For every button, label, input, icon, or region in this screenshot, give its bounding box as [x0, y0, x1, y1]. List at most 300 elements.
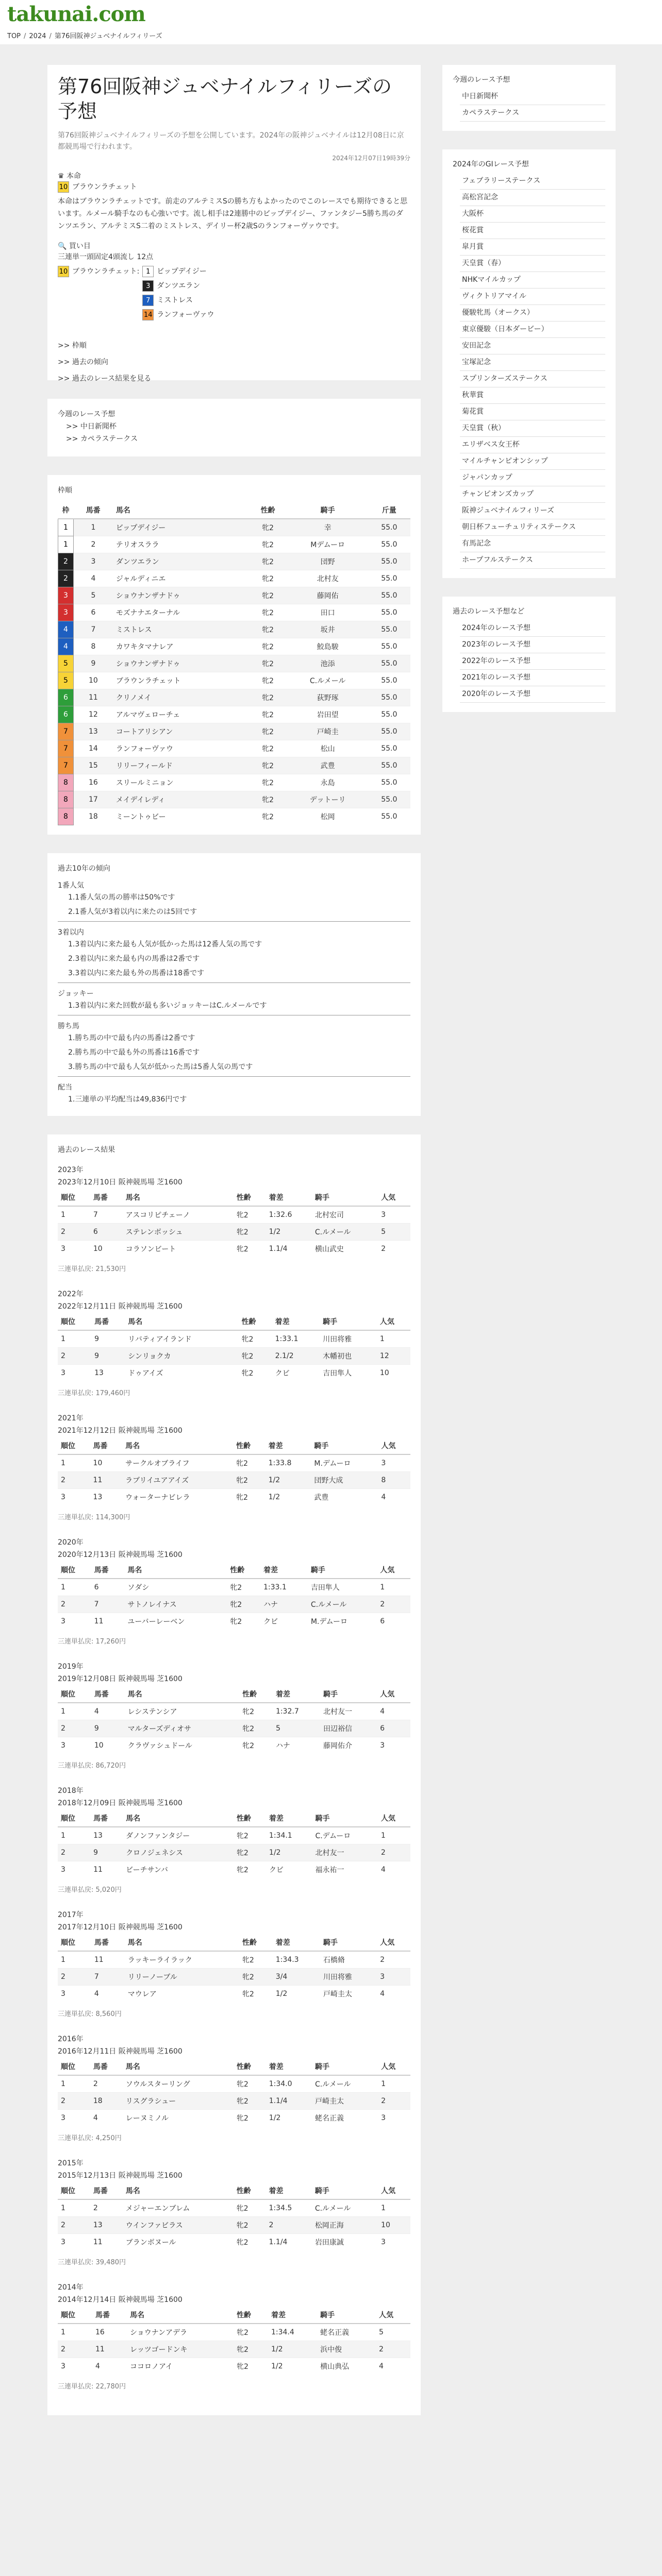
past-cell: 1 [377, 1330, 410, 1348]
past-cell: 2 [378, 1240, 410, 1257]
frame-cell: 1 [58, 536, 74, 553]
buy-main-num: 10 [58, 266, 69, 277]
sidebar-link[interactable]: スプリンターズステークス [460, 371, 605, 387]
sidebar-link[interactable]: チャンピオンズカップ [460, 486, 605, 503]
trend-item: 2.勝ち馬の中で最も外の馬番は16番です [68, 1048, 200, 1057]
today-link[interactable]: >> カペラステークス [66, 435, 138, 443]
past-cell: 11 [90, 1471, 123, 1488]
past-cell: 3 [58, 2233, 90, 2250]
sidebar-link[interactable]: 2021年のレース予想 [460, 670, 605, 686]
entry-cell: 55.0 [368, 757, 410, 774]
side-past-title: 過去のレース予想など [453, 607, 525, 616]
entry-cell: 幸 [288, 519, 368, 536]
trend-item: 1.勝ち馬の中で最も内の馬番は2番です [68, 1033, 195, 1042]
past-header: 馬名 [125, 1934, 239, 1951]
entry-cell: メイデイレディ [113, 791, 249, 808]
past-cell: 2 [58, 1720, 91, 1737]
breadcrumb-top[interactable]: TOP [7, 32, 21, 40]
table-row [58, 1347, 410, 1364]
honmei-text: 本命はブラウンラチェットです。前走のアルテミスSの勝ち方もよかったのでこのレースでも期待できると思います。ルメール騎手なのも心強いです。流し相手は2連勝中のビップデイジー、ファンタジー5勝ち馬のダンツエラン、アルテミスS二着のミストレス、デイリー杯2歳Sのランフォーヴァウです。 [58, 197, 408, 230]
today-link[interactable]: >> 中日新聞杯 [66, 422, 117, 431]
past-header: 騎手 [317, 2307, 376, 2324]
today-card [47, 399, 421, 456]
entry-cell: 戸崎圭 [288, 723, 368, 740]
table-row [58, 1951, 410, 1969]
past-table [58, 2307, 410, 2375]
past-header: 順位 [58, 2058, 90, 2075]
past-cell: シンリョクカ [125, 1347, 238, 1364]
site-logo[interactable]: takunai.com [7, 2, 145, 26]
past-cell: 1:32.6 [266, 1206, 312, 1224]
page-title: 第76回阪神ジュベナイルフィリーズの予想 [58, 75, 392, 123]
sidebar-link[interactable]: 中日新聞杯 [460, 89, 605, 105]
past-header: 性齢 [234, 1810, 266, 1827]
past-cell: 4 [91, 1985, 125, 2002]
past-cell: 11 [92, 2341, 127, 2358]
sidebar-link[interactable]: 2022年のレース予想 [460, 653, 605, 670]
entry-cell: 16 [74, 774, 113, 791]
past-header: 性齢 [234, 2182, 266, 2199]
past-header: 馬番 [90, 1810, 123, 1827]
past-header: 人気 [377, 1562, 410, 1579]
past-cell: 6 [377, 1613, 410, 1630]
past-cell: ブランボヌール [123, 2233, 234, 2250]
entry-cell: 55.0 [368, 519, 410, 536]
past-header: 馬名 [127, 2307, 234, 2324]
buy-partner-name: ダンツエラン [157, 282, 201, 290]
past-table [58, 1437, 410, 1505]
past-cell: 牝2 [233, 1488, 266, 1505]
table-row [58, 1827, 410, 1844]
past-cell: 9 [91, 1720, 125, 1737]
entry-cell: 牝2 [248, 808, 287, 825]
past-cell: 1 [58, 1330, 91, 1348]
past-cell: 1 [377, 1579, 410, 1596]
past-cell: 16 [92, 2324, 127, 2341]
past-cell: 浜中俊 [317, 2341, 376, 2358]
past-header: 人気 [377, 1313, 410, 1330]
past-cell: リバティアイランド [125, 1330, 238, 1348]
past-cell: 2 [58, 1223, 90, 1240]
sidebar-link[interactable]: ジャパンカップ [460, 470, 605, 486]
past-cell: 藤岡佑介 [320, 1737, 377, 1754]
entry-cell: 北村友 [288, 570, 368, 587]
past-table [58, 1562, 410, 1630]
past-cell: 1:34.4 [268, 2324, 317, 2341]
table-row [58, 1861, 410, 1878]
past-cell: ソダシ [124, 1579, 227, 1596]
past-header: 着差 [273, 1934, 320, 1951]
trend-title: 過去10年の傾向 [58, 864, 110, 873]
entry-cell: 牝2 [248, 706, 287, 723]
past-cell: コラソンビート [123, 1240, 234, 1257]
past-cell: 1 [58, 1454, 90, 1472]
past-cell: 川田将雅 [320, 1968, 377, 1985]
past-header: 人気 [378, 1810, 410, 1827]
sidebar-link[interactable]: ホープフルステークス [460, 552, 605, 569]
past-year-block [58, 1413, 410, 1521]
entry-cell: 55.0 [368, 740, 410, 757]
entry-cell: 55.0 [368, 689, 410, 706]
past-cell: C.ルメール [312, 1223, 378, 1240]
frame-cell: 6 [58, 689, 74, 706]
past-cell: 7 [91, 1596, 125, 1613]
entry-cell: 55.0 [368, 536, 410, 553]
past-cell: 13 [91, 1364, 125, 1381]
past-date: 2023年12月10日 阪神競馬場 芝1600 [58, 1178, 183, 1187]
past-cell: 3 [58, 1985, 91, 2002]
past-header: 人気 [377, 1686, 410, 1703]
past-cell: 牝2 [234, 2075, 266, 2093]
past-cell: 1 [58, 2075, 90, 2093]
past-year-block [58, 2282, 410, 2391]
trend-list [58, 890, 410, 919]
article-link[interactable]: >> 過去のレース結果を見る [58, 375, 152, 383]
sidebar-link[interactable]: 2020年のレース予想 [460, 686, 605, 703]
sidebar-link[interactable]: 2023年のレース予想 [460, 637, 605, 653]
entry-cell: カワキタマナレア [113, 638, 249, 655]
article-lead: 第76回阪神ジュベナイルフィリーズの予想を公開しています。2024年の阪神ジュベナイルは12月08日に京都競馬場で行われます。 [58, 131, 404, 151]
past-cell: 2 [377, 1596, 410, 1613]
table-row [58, 1330, 410, 1348]
sidebar-link[interactable]: 天皇賞（春） [460, 256, 605, 272]
sidebar-link[interactable]: 有馬記念 [460, 536, 605, 552]
past-cell: 牝2 [227, 1613, 260, 1630]
past-header: 着差 [266, 2182, 312, 2199]
buy-partners [142, 265, 214, 323]
entry-cell: ミストレス [113, 621, 249, 638]
past-cell: レッツゴードンキ [127, 2341, 234, 2358]
honmei-name: ブラウンラチェット [72, 183, 137, 191]
table-row [58, 689, 411, 706]
past-cell: 福永祐一 [312, 1861, 377, 1878]
entry-cell: スリールミニョン [113, 774, 249, 791]
sidebar-link[interactable]: 大阪杯 [460, 206, 605, 223]
entry-cell: 2 [74, 536, 113, 553]
sidebar-link[interactable]: 朝日杯フューチュリティステークス [460, 519, 605, 536]
entry-cell: 55.0 [368, 774, 410, 791]
buy-heading [58, 241, 410, 251]
past-year: 2016年 [58, 2035, 84, 2043]
entry-cell: 荻野琢 [288, 689, 368, 706]
past-cell: 1 [378, 2075, 410, 2093]
entry-cell: コートアリシアン [113, 723, 249, 740]
past-year: 2021年 [58, 1414, 84, 1422]
past-cell: 1/2 [268, 2358, 317, 2375]
sidebar-link[interactable]: ヴィクトリアマイル [460, 289, 605, 305]
trend-item: 1.3着以内に来た最も人気が低かった馬は12番人気の馬です [68, 940, 262, 948]
buy-partner-num: 3 [142, 280, 154, 292]
breadcrumb-current: 第76回阪神ジュベナイルフィリーズ [54, 32, 162, 40]
past-cell: 戸崎圭太 [312, 2092, 378, 2109]
table-row [58, 1206, 410, 1224]
past-year: 2015年 [58, 2159, 84, 2167]
entry-cell: 55.0 [368, 706, 410, 723]
past-cell: ステレンボッシュ [123, 1223, 234, 1240]
table-row [58, 2199, 410, 2217]
past-cell: 2 [266, 2216, 312, 2233]
past-date: 2022年12月11日 阪神競馬場 芝1600 [58, 1302, 183, 1311]
sidebar-link[interactable]: マイルチャンピオンシップ [460, 453, 605, 470]
table-row [58, 808, 411, 825]
sidebar-link[interactable]: NHKマイルカップ [460, 272, 605, 289]
past-payout: 三連単払戻: 179,460円 [58, 1389, 130, 1397]
past-cell: 牝2 [234, 2358, 268, 2375]
past-cell: 牝2 [234, 1206, 266, 1224]
past-cell: 11 [91, 1613, 125, 1630]
past-cell: 11 [91, 1951, 125, 1969]
past-year: 2019年 [58, 1662, 84, 1671]
past-cell: リリーノーブル [125, 1968, 239, 1985]
entry-cell: 岩田望 [288, 706, 368, 723]
past-cell: 松岡正海 [312, 2216, 378, 2233]
main-column [47, 65, 421, 2434]
past-cell: 3 [58, 2358, 92, 2375]
past-cell: 北村宏司 [312, 1206, 378, 1224]
past-table [58, 2182, 410, 2250]
table-row [58, 774, 411, 791]
entry-cell: ダンツエラン [113, 553, 249, 570]
past-date: 2016年12月11日 阪神競馬場 芝1600 [58, 2047, 183, 2056]
past-table [58, 1934, 410, 2002]
table-row [58, 2216, 410, 2233]
past-year-block [58, 1164, 410, 1273]
entry-cell: 55.0 [368, 587, 410, 604]
past-cell: 10 [90, 1454, 123, 1472]
past-cell: 牝2 [238, 1364, 272, 1381]
frame-cell: 4 [58, 621, 74, 638]
table-row [58, 536, 411, 553]
breadcrumb-year[interactable]: 2024 [29, 32, 46, 40]
entry-cell: 牝2 [248, 791, 287, 808]
sidebar-link[interactable]: 東京優駿（日本ダービー） [460, 321, 605, 338]
past-cell: 牝2 [234, 2109, 266, 2126]
trend-list [58, 998, 410, 1013]
table-row [58, 604, 411, 621]
sidebar-link[interactable]: カペラステークス [460, 105, 605, 122]
past-cell: 2 [58, 1968, 91, 1985]
past-cell: ハナ [260, 1596, 308, 1613]
frame-cell: 8 [58, 808, 74, 825]
past-cell: アスコリピチェーノ [123, 1206, 234, 1224]
table-row [58, 1968, 410, 1985]
past-header: 人気 [378, 1437, 410, 1454]
past-cell: M.デムーロ [308, 1613, 377, 1630]
past-cell: 4 [92, 2358, 127, 2375]
past-cell: 3 [377, 1737, 410, 1754]
past-cell: 田辺裕信 [320, 1720, 377, 1737]
past-header: 人気 [378, 1189, 410, 1206]
past-cell: 岩田康誠 [312, 2233, 378, 2250]
trend-item: 1.3着以内に来た回数が最も多いジョッキーはC.ルメールです [68, 1001, 267, 1010]
entry-cell: 牝2 [248, 519, 287, 536]
past-cell: レシステンシア [125, 1703, 240, 1720]
past-cell: ココロノアイ [127, 2358, 234, 2375]
past-header: 騎手 [308, 1562, 377, 1579]
past-header: 人気 [378, 2058, 410, 2075]
past-payout: 三連単払戻: 5,020円 [58, 1886, 122, 1894]
side-g1-title: 2024年のGIレース予想 [453, 160, 529, 168]
past-results-card [47, 1134, 421, 2415]
trend-item: 2.3着以内に来た最も内の馬番は2番です [68, 954, 200, 963]
entry-cell: ランフォーヴァウ [113, 740, 249, 757]
buy-partner-num: 14 [142, 309, 154, 320]
sidebar-link[interactable]: エリザベス女王杯 [460, 437, 605, 453]
entry-cell: C.ルメール [288, 672, 368, 689]
past-cell: 1 [58, 2324, 92, 2341]
past-cell: マウレア [125, 1985, 239, 2002]
entry-cell: 牝2 [248, 672, 287, 689]
table-row [58, 1454, 410, 1472]
frame-cell: 5 [58, 655, 74, 672]
entry-cell: テリオスララ [113, 536, 249, 553]
frame-cell: 1 [58, 519, 74, 536]
entry-cell: ミーントゥビー [113, 808, 249, 825]
past-year-block [58, 2158, 410, 2266]
entry-cell: 17 [74, 791, 113, 808]
past-cell: 2 [376, 2341, 410, 2358]
past-cell: 団野大成 [311, 1471, 378, 1488]
entry-cell: 鮫島駿 [288, 638, 368, 655]
past-cell: 3 [58, 2109, 90, 2126]
past-cell: 牝2 [227, 1579, 260, 1596]
past-header: 騎手 [312, 2058, 378, 2075]
buy-type: 三連単一頭固定4頭流し 12点 [58, 253, 154, 261]
trend-heading: 3着以内 [58, 928, 84, 937]
past-cell: 9 [90, 1844, 123, 1861]
past-cell: C.デムーロ [312, 1827, 377, 1844]
past-cell: 10 [91, 1737, 125, 1754]
entry-cell: 10 [74, 672, 113, 689]
past-header: 騎手 [311, 1437, 378, 1454]
sidebar-link[interactable]: 高松宮記念 [460, 190, 605, 206]
sidebar-link[interactable]: 天皇賞（秋） [460, 420, 605, 437]
past-cell: 武豊 [311, 1488, 378, 1505]
sidebar-link[interactable]: 宝塚記念 [460, 354, 605, 371]
buy-partner-name: ミストレス [157, 296, 193, 304]
article-link[interactable]: >> 過去の傾向 [58, 358, 108, 366]
table-row [58, 706, 411, 723]
past-year: 2017年 [58, 1910, 84, 1919]
frame-cell: 6 [58, 706, 74, 723]
past-cell: 1 [378, 2199, 410, 2217]
past-header: 順位 [58, 2307, 92, 2324]
frame-cell: 7 [58, 740, 74, 757]
past-cell: 2 [90, 2075, 123, 2093]
past-cell: 1/2 [266, 1471, 311, 1488]
entries-table [58, 502, 410, 825]
past-header: 騎手 [312, 1810, 377, 1827]
honmei-pick [58, 181, 410, 193]
entries-header: 枠 [58, 502, 74, 519]
past-header: 馬番 [92, 2307, 127, 2324]
past-header: 馬名 [123, 1189, 234, 1206]
entry-cell: 55.0 [368, 621, 410, 638]
entry-cell: 牝2 [248, 621, 287, 638]
past-header: 順位 [58, 1562, 91, 1579]
trend-heading: 配当 [58, 1083, 72, 1092]
entry-cell: 6 [74, 604, 113, 621]
table-row [58, 1596, 410, 1613]
sidebar-link[interactable]: 2024年のレース予想 [460, 620, 605, 637]
past-cell: 4 [377, 1703, 410, 1720]
past-cell: 1.1/4 [266, 1240, 312, 1257]
past-cell: 13 [90, 1488, 123, 1505]
site-header [0, 0, 662, 29]
past-cell: 牝2 [238, 1330, 272, 1348]
sidebar-link[interactable]: 桜花賞 [460, 223, 605, 239]
past-header: 性齢 [238, 1313, 272, 1330]
article-link[interactable]: >> 枠順 [58, 342, 87, 350]
past-cell: 牝2 [234, 2341, 268, 2358]
sidebar-link[interactable]: フェブラリーステークス [460, 173, 605, 190]
past-cell: 1:34.0 [266, 2075, 312, 2093]
table-row [58, 638, 411, 655]
past-year: 2014年 [58, 2283, 84, 2292]
past-cell: 吉田隼人 [320, 1364, 377, 1381]
entry-cell: 4 [74, 570, 113, 587]
past-cell: 牝2 [239, 1951, 273, 1969]
past-cell: 1:33.8 [266, 1454, 311, 1472]
past-cell: 9 [91, 1347, 125, 1364]
sidebar-link[interactable]: 優駿牝馬（オークス） [460, 305, 605, 321]
past-cell: 牝2 [234, 1827, 266, 1844]
past-cell: 牝2 [234, 1240, 266, 1257]
trend-heading: ジョッキー [58, 989, 94, 998]
table-row [58, 1471, 410, 1488]
past-cell: 3 [378, 2109, 410, 2126]
past-cell: 1 [58, 2199, 90, 2217]
past-payout: 三連単払戻: 114,300円 [58, 1513, 130, 1521]
trend-list [58, 937, 410, 980]
table-row [58, 621, 411, 638]
past-cell: 2 [378, 2092, 410, 2109]
entry-cell: 55.0 [368, 553, 410, 570]
trend-item: 1.三連単の平均配当は49,836円です [68, 1095, 187, 1104]
past-cell: 1/2 [266, 2109, 312, 2126]
sidebar-link[interactable]: 安田記念 [460, 338, 605, 354]
past-header: 着差 [272, 1313, 320, 1330]
past-year: 2022年 [58, 1290, 84, 1298]
past-cell: 3 [58, 1488, 90, 1505]
past-cell: マルターズディオサ [125, 1720, 240, 1737]
entry-cell: 14 [74, 740, 113, 757]
past-cell: 牝2 [234, 1223, 266, 1240]
buy-partner [142, 280, 214, 292]
past-cell: 5 [376, 2324, 410, 2341]
table-row [58, 2233, 410, 2250]
sidebar-link[interactable]: 皐月賞 [460, 239, 605, 256]
past-cell: 牝2 [234, 2324, 268, 2341]
entry-cell: リリーフィールド [113, 757, 249, 774]
buy-partner-name: ランフォーヴァウ [157, 311, 214, 319]
sidebar-link[interactable]: 秋華賞 [460, 387, 605, 404]
honmei-heading [58, 171, 410, 181]
past-year: 2020年 [58, 1538, 84, 1547]
sidebar-link[interactable]: 阪神ジュベナイルフィリーズ [460, 503, 605, 519]
sidebar-link[interactable]: 菊花賞 [460, 404, 605, 420]
frame-cell: 8 [58, 774, 74, 791]
buy-partner-num: 1 [142, 266, 154, 277]
table-row [58, 791, 411, 808]
entry-cell: デットーリ [288, 791, 368, 808]
past-cell: 1:32.7 [273, 1703, 320, 1720]
past-header: 順位 [58, 1686, 91, 1703]
past-cell: 1 [58, 1703, 91, 1720]
past-cell: 13 [90, 1827, 123, 1844]
entries-header: 馬番 [74, 502, 113, 519]
table-row [58, 2324, 410, 2341]
